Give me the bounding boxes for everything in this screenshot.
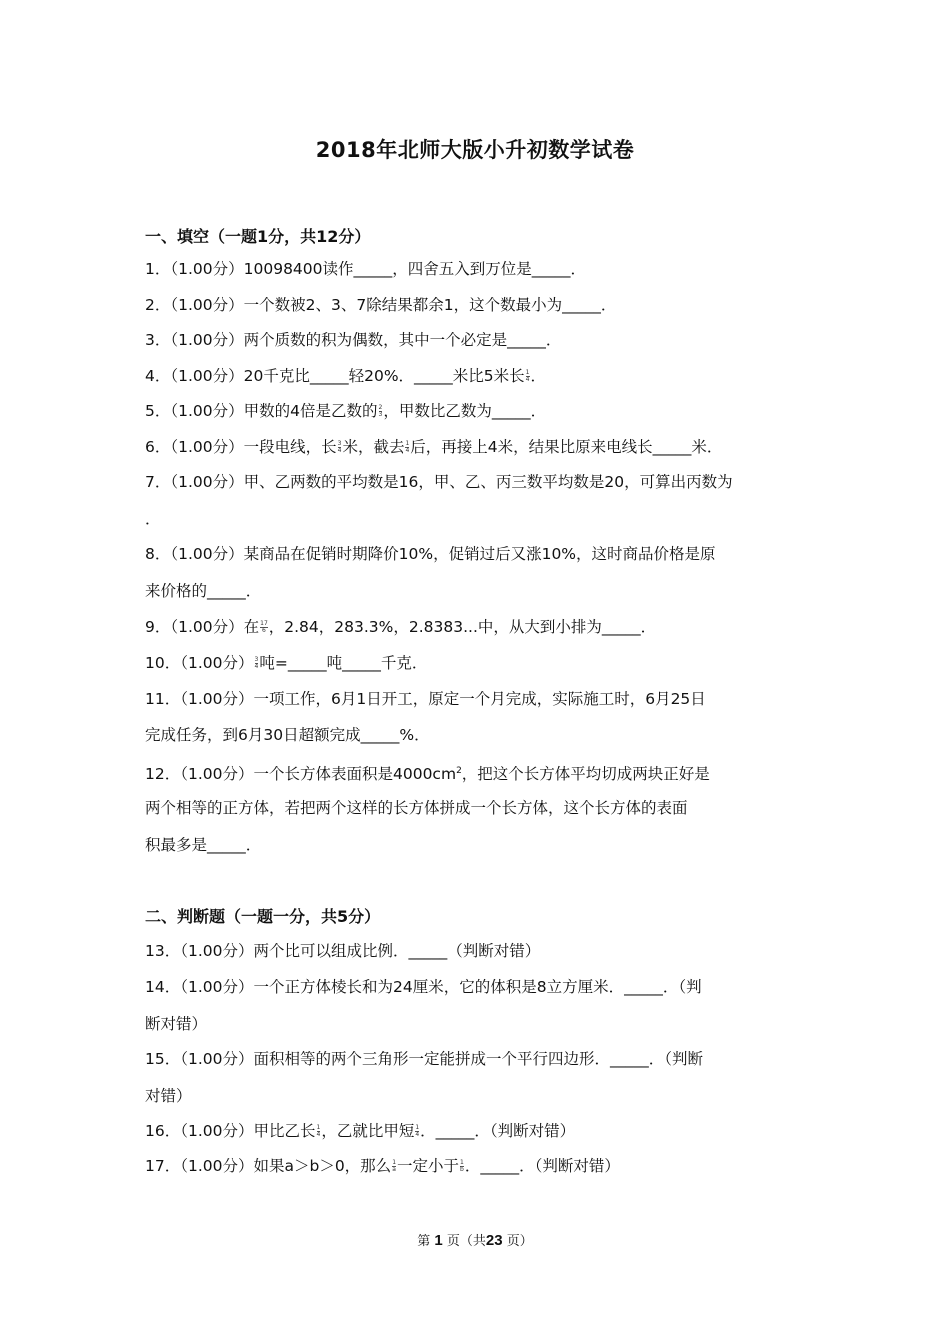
- question-12-line-3: 积最多是_____．: [145, 836, 262, 854]
- question-7-line-2: ．: [145, 510, 161, 528]
- question-14-line-1: 14．（1.00分）一个正方体棱长和为24厘米，它的体积是8立方厘米．_____．（判: [145, 978, 702, 996]
- fraction: $\frac{1}{b}$: [460, 1159, 464, 1173]
- question-6-mid: 米，截去: [342, 438, 405, 456]
- question-12-line-2: 两个相等的正方体，若把两个这样的长方体拼成一个长方体，这个长方体的表面: [145, 799, 688, 817]
- question-12-cont: ，把这个长方体平均切成两块正好是: [461, 765, 710, 784]
- question-15-line-1: 15．（1.00分）面积相等的两个三角形一定能拼成一个平行四边形．_____．（判断: [145, 1050, 703, 1068]
- question-10-text: 10．（1.00分）: [145, 654, 254, 672]
- question-12-line-1: [145, 760, 810, 785]
- question-3: 3．（1.00分）两个质数的积为偶数，其中一个必定是_____．: [145, 331, 562, 349]
- question-16-end: ．_____．（判断对错）: [420, 1122, 576, 1140]
- page-number: 1: [434, 1232, 443, 1249]
- fraction: $\frac{3}{4}$: [337, 440, 342, 454]
- fraction: $\frac{1}{4}$: [525, 369, 530, 383]
- question-11-line-1: 11．（1.00分）一项工作，6月1日开工，原定一个月完成，实际施工时，6月25日: [145, 690, 706, 708]
- question-17-mid: 一定小于: [397, 1157, 460, 1175]
- question-8-line-2: 来价格的_____．: [145, 582, 262, 600]
- question-17-end: ．_____．（判断对错）: [464, 1157, 620, 1175]
- question-6-text: 6．（1.00分）一段电线，长: [145, 438, 337, 456]
- question-5-end: ，甲数比乙数为_____．: [383, 402, 547, 420]
- fraction: $\frac{1}{4}$: [316, 1124, 321, 1138]
- fraction: $\frac{1}{a}$: [392, 1159, 397, 1173]
- question-11-line-2: 完成任务，到6月30日超额完成_____%．: [145, 726, 430, 744]
- question-9: [145, 616, 810, 638]
- question-9-end: ，2.84，283.3%，2.8383...中，从大到小排为_____．: [268, 618, 657, 636]
- question-4: [145, 365, 810, 387]
- question-5-text: 5．（1.00分）甲数的4倍是乙数的: [145, 402, 378, 420]
- page-footer: 第 1 页（共23 页）: [417, 1232, 533, 1249]
- question-10: [145, 652, 810, 674]
- fraction: $\frac{3}{4}$: [254, 656, 259, 670]
- fraction: $\frac{1}{4}$: [415, 1124, 420, 1138]
- question-16: [145, 1120, 810, 1142]
- fraction: $\frac{1}{4}$: [405, 440, 410, 454]
- question-17: [145, 1155, 810, 1177]
- question-14-line-2: 断对错）: [145, 1015, 208, 1033]
- question-16-mid: ，乙就比甲短: [321, 1122, 415, 1140]
- question-7-line-1: 7．（1.00分）甲、乙两数的平均数是16，甲、乙、丙三数平均数是20，可算出丙数为: [145, 473, 733, 491]
- page-title: 2018年北师大版小升初数学试卷: [315, 138, 635, 162]
- question-9-text: 9．（1.00分）在: [145, 618, 260, 636]
- section-heading-true-false: 二、判断题（一题一分，共5分）: [145, 907, 381, 926]
- question-13: 13．（1.00分）两个比可以组成比例．_____（判断对错）: [145, 942, 541, 960]
- fraction: $\frac{17}{6}$: [260, 620, 268, 634]
- question-2: 2．（1.00分）一个数被2、3、7除结果都余1，这个数最小为_____．: [145, 296, 617, 314]
- question-5: [145, 400, 810, 422]
- question-6-end: 后，再接上4米，结果比原来电线长_____米．: [410, 438, 723, 456]
- question-15-line-2: 对错）: [145, 1087, 192, 1105]
- fraction: $\frac{2}{3}$: [378, 404, 383, 418]
- question-16-text: 16．（1.00分）甲比乙长: [145, 1122, 316, 1140]
- question-1: 1．（1.00分）10098400读作_____，四舍五入到万位是_____．: [145, 260, 587, 278]
- question-12-text: 12．（1.00分）一个长方体表面积是4000cm: [145, 765, 457, 784]
- question-4-end: ．: [530, 367, 547, 385]
- question-8-line-1: 8．（1.00分）某商品在促销时期降价10%，促销过后又涨10%，这时商品价格是原: [145, 545, 716, 563]
- question-10-end: 吨=_____吨_____千克．: [259, 654, 428, 672]
- question-17-text: 17．（1.00分）如果a＞b＞0，那么: [145, 1157, 392, 1175]
- question-4-text: 4．（1.00分）20千克比_____轻20%．_____米比5米长: [145, 367, 525, 385]
- section-heading-fill-blank: 一、填空（一题1分，共12分）: [145, 227, 371, 246]
- total-pages: 23: [485, 1232, 503, 1249]
- question-6: [145, 436, 810, 458]
- superscript: 2: [456, 766, 462, 776]
